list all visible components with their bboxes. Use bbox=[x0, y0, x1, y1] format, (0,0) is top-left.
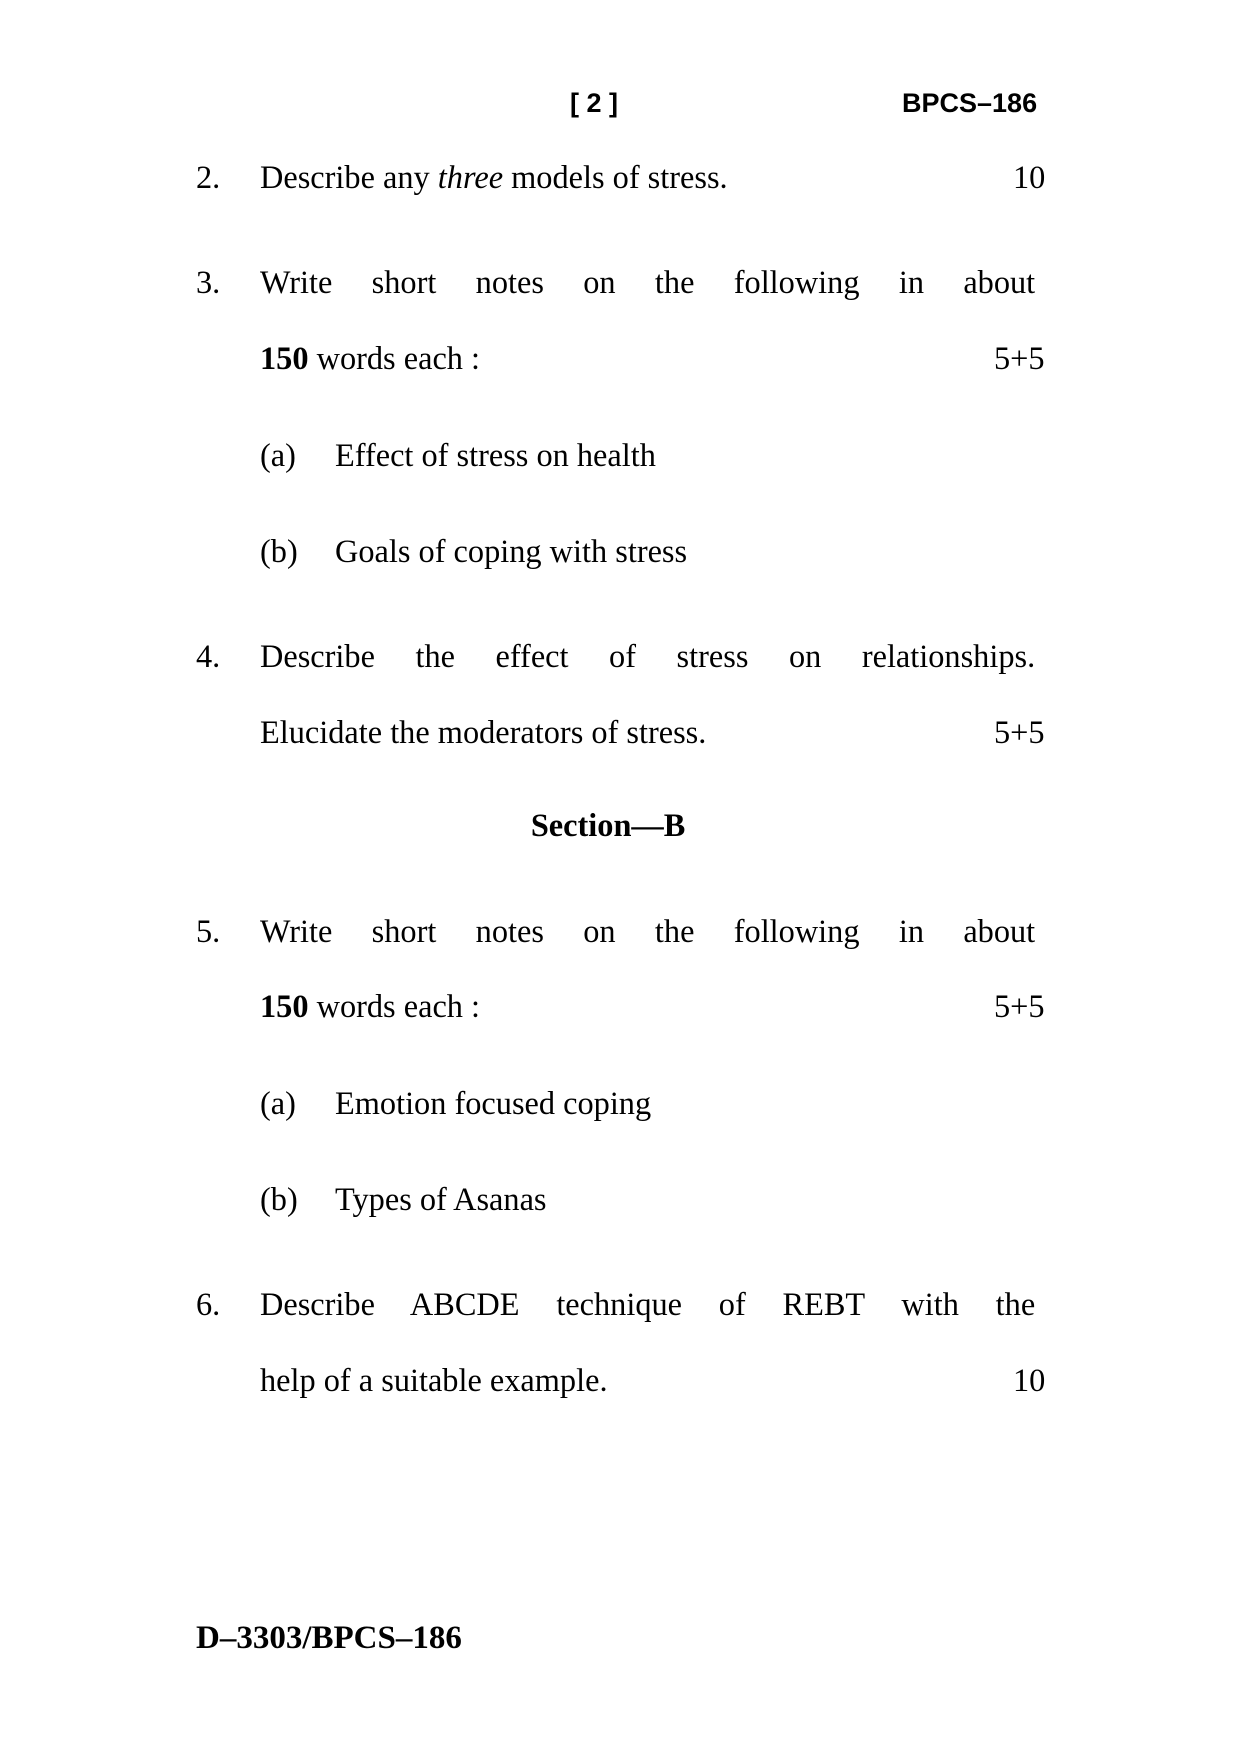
part-label: (a) bbox=[260, 1086, 296, 1122]
part-label: (b) bbox=[260, 534, 298, 570]
marks: 10 bbox=[1013, 160, 1046, 196]
text: Describe any bbox=[260, 160, 438, 196]
marks: 10 bbox=[1013, 1363, 1046, 1399]
marks: 5+5 bbox=[994, 989, 1045, 1025]
paper-code-header: BPCS–186 bbox=[902, 88, 1038, 118]
page-number: [ 2 ] bbox=[570, 88, 619, 118]
question-text: Describe ABCDE technique of REBT with the bbox=[260, 1287, 1036, 1323]
bold-text: 150 bbox=[260, 989, 309, 1025]
text: words each : bbox=[308, 341, 481, 377]
part-text: Types of Asanas bbox=[335, 1182, 547, 1218]
question-text-cont bbox=[260, 989, 480, 1026]
question-text bbox=[260, 160, 728, 197]
question-number: 2. bbox=[196, 160, 221, 196]
question-text-cont bbox=[260, 341, 480, 378]
emphasis-text: three bbox=[437, 160, 504, 196]
question-number: 6. bbox=[196, 1287, 221, 1323]
part-text: Goals of coping with stress bbox=[335, 534, 688, 570]
question-number: 5. bbox=[196, 914, 221, 950]
section-title: Section—B bbox=[530, 808, 686, 844]
text: words each : bbox=[308, 989, 481, 1025]
question-number: 3. bbox=[196, 265, 221, 301]
part-text: Effect of stress on health bbox=[335, 438, 656, 474]
question-text: Describe the effect of stress on relationships. bbox=[260, 639, 1036, 675]
question-text-cont: Elucidate the moderators of stress. bbox=[260, 715, 707, 751]
question-text-cont: help of a suitable example. bbox=[260, 1363, 608, 1399]
part-label: (a) bbox=[260, 438, 296, 474]
marks: 5+5 bbox=[994, 341, 1045, 377]
part-text: Emotion focused coping bbox=[335, 1086, 652, 1122]
footer-code: D–3303/BPCS–186 bbox=[196, 1620, 462, 1656]
bold-text: 150 bbox=[260, 341, 309, 377]
question-text: Write short notes on the following in about bbox=[260, 265, 1036, 301]
text: models of stress. bbox=[503, 160, 728, 196]
question-text: Write short notes on the following in about bbox=[260, 914, 1036, 950]
marks: 5+5 bbox=[994, 715, 1045, 751]
part-label: (b) bbox=[260, 1182, 298, 1218]
question-number: 4. bbox=[196, 639, 221, 675]
